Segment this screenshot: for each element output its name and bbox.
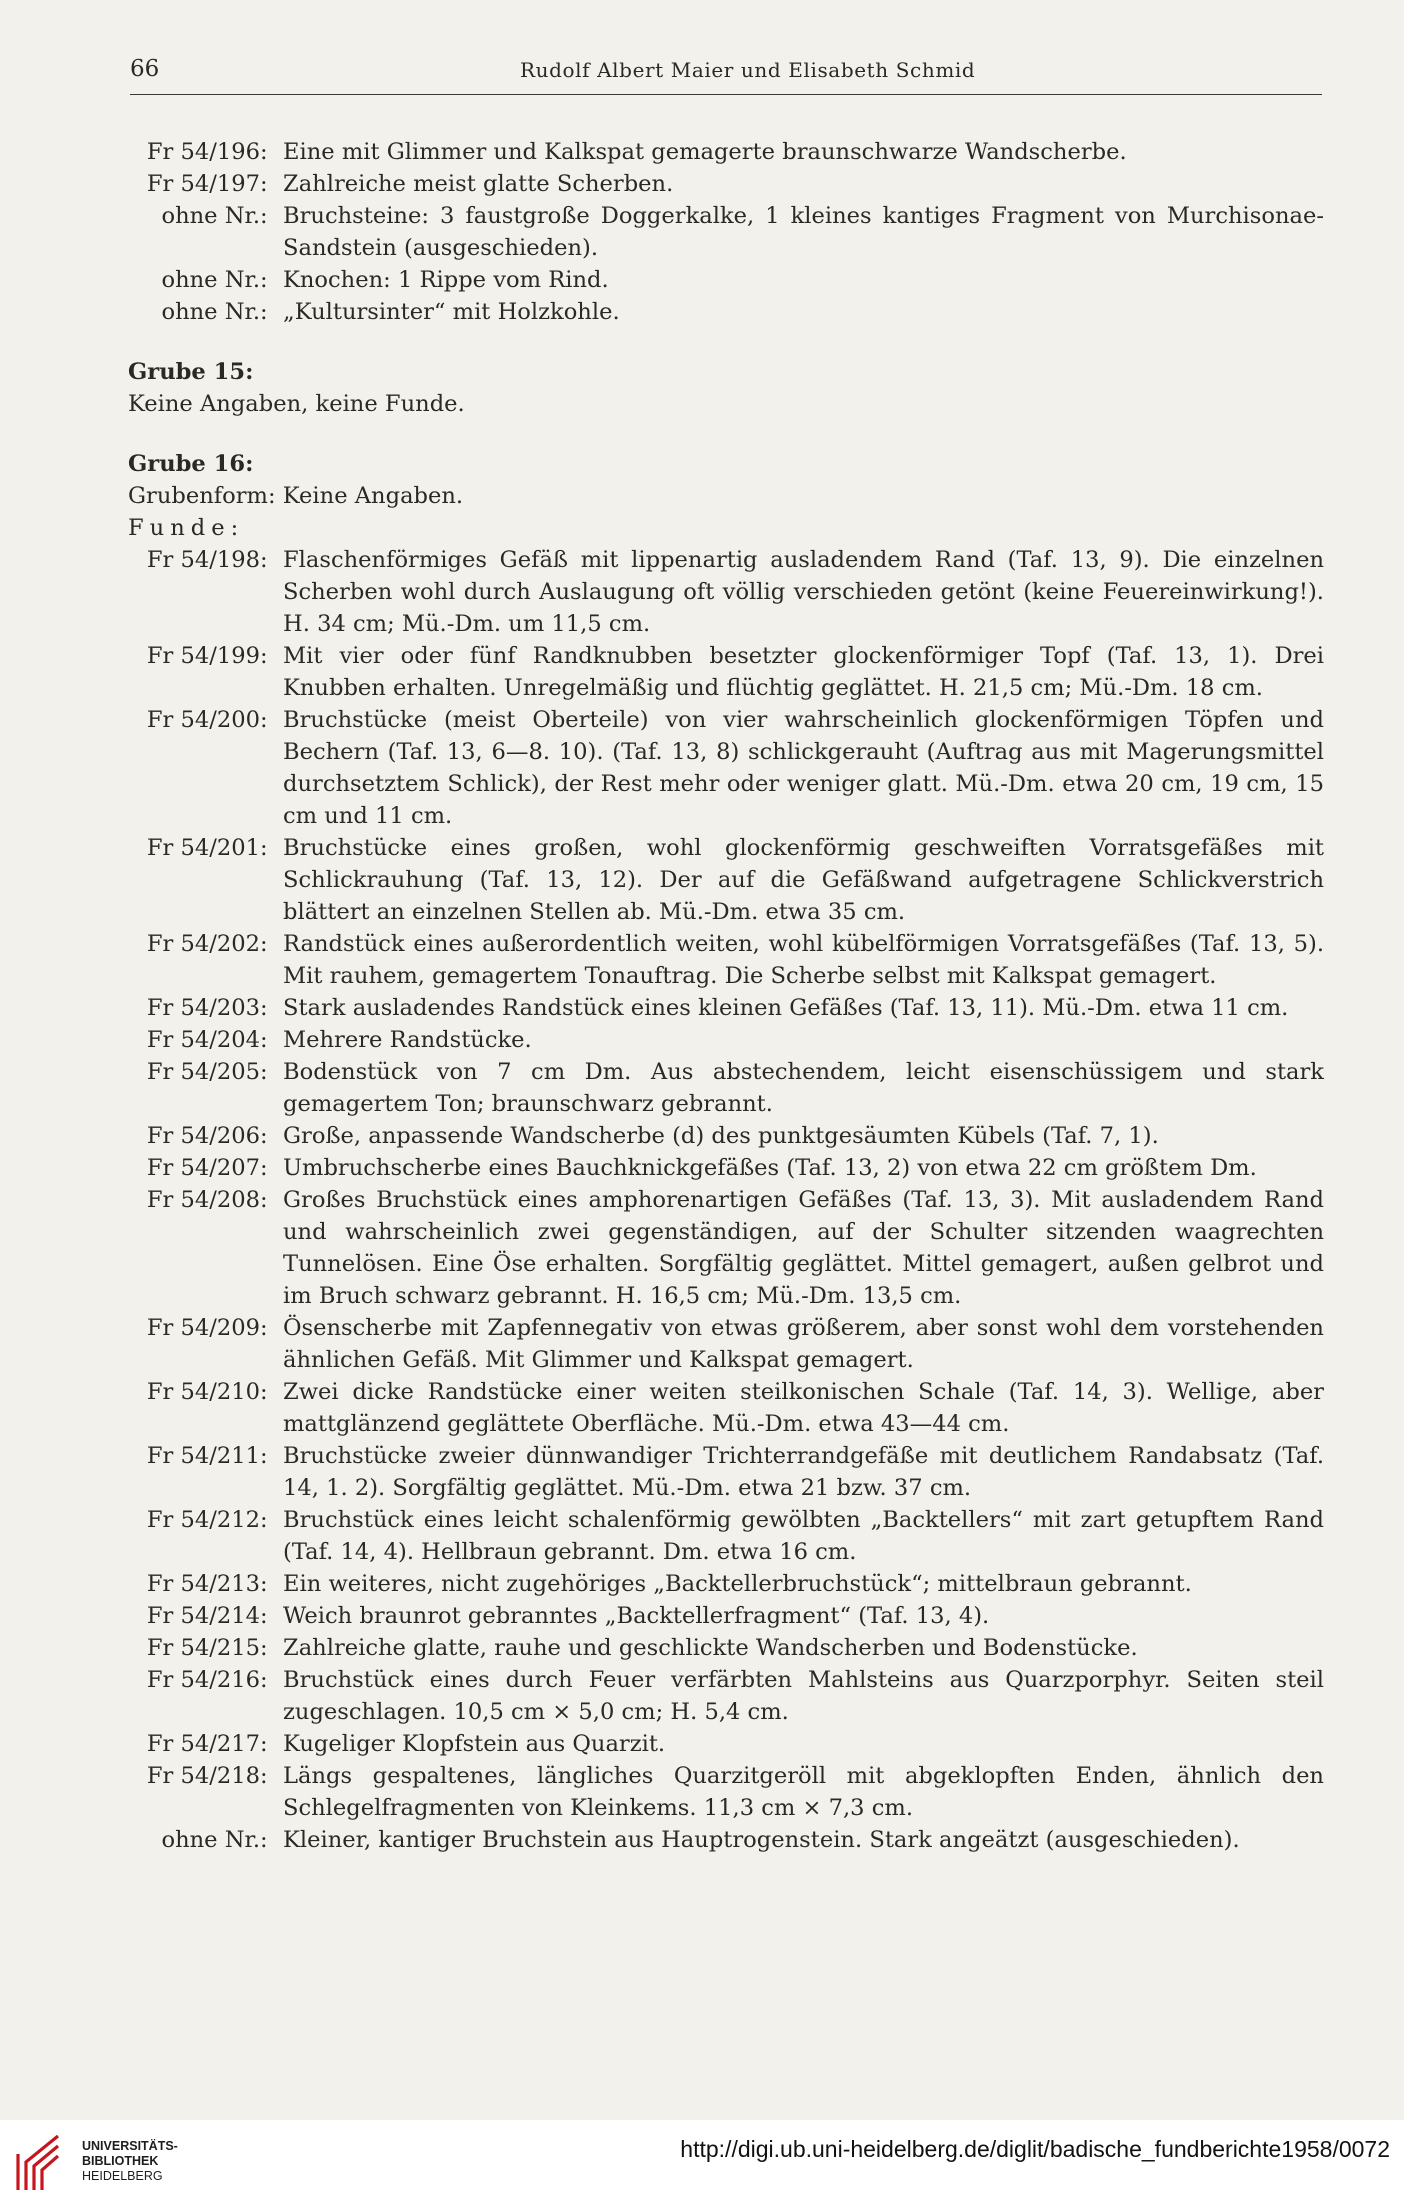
entry-row xyxy=(124,1024,1324,1056)
entry-colon: : xyxy=(260,267,268,293)
entry-text: Zahlreiche meist glatte Scherben. xyxy=(283,171,674,197)
entry-colon: : xyxy=(260,1571,268,1597)
entry-colon: : xyxy=(260,1059,268,1085)
entry-list-funde xyxy=(124,544,1324,1856)
entry-label: Fr 54/200 xyxy=(146,707,260,733)
entry-colon: : xyxy=(260,1187,268,1213)
entry-row xyxy=(124,1184,1324,1312)
entry-text: Randstück eines außerordentlich weiten, wohl kübelförmigen Vorratsgefäßes (Taf. 13, 5). Mit rauhem, gemagertem Tonauftrag. Die Scherbe selbst mit Kalkspat gemagert. xyxy=(283,931,1324,989)
entry-row xyxy=(124,168,1324,200)
running-head xyxy=(130,52,1322,92)
header-rule xyxy=(130,94,1322,95)
entry-colon: : xyxy=(260,1027,268,1053)
entry-label: ohne Nr. xyxy=(161,203,260,229)
entry-text: Kleiner, kantiger Bruchstein aus Hauptrogenstein. Stark angeätzt (ausgeschieden). xyxy=(283,1827,1240,1853)
entry-colon: : xyxy=(260,1635,268,1661)
entry-label: Fr 54/209 xyxy=(146,1315,260,1341)
entry-label: ohne Nr. xyxy=(161,267,260,293)
entry-row xyxy=(124,1600,1324,1632)
entry-row xyxy=(124,296,1324,328)
page-body xyxy=(124,136,1324,1856)
entry-text: Bodenstück von 7 cm Dm. Aus abstechendem, leicht eisenschüssigem und stark gemagertem Ton; braunschwarz gebrannt. xyxy=(283,1059,1324,1117)
entry-colon: : xyxy=(260,835,268,861)
entry-row xyxy=(124,136,1324,168)
entry-row xyxy=(124,1120,1324,1152)
entry-label: Fr 54/207 xyxy=(146,1155,260,1181)
entry-text: Bruchsteine: 3 faustgroße Doggerkalke, 1 kleines kantiges Fragment von Murchisonae-Sandstein (ausgeschieden). xyxy=(283,203,1324,261)
grube-15-text: Keine Angaben, keine Funde. xyxy=(128,391,465,417)
entry-row xyxy=(124,928,1324,992)
entry-text: Zwei dicke Randstücke einer weiten steilkonischen Schale (Taf. 14, 3). Wellige, aber mattglänzend geglättete Oberfläche. Mü.-Dm. etwa 43—44 cm. xyxy=(283,1379,1324,1437)
entry-colon: : xyxy=(260,203,268,229)
entry-label: Fr 54/212 xyxy=(146,1507,260,1533)
entry-label: Fr 54/203 xyxy=(146,995,260,1021)
entry-colon: : xyxy=(260,547,268,573)
entry-label: Fr 54/197 xyxy=(146,171,260,197)
entry-row xyxy=(124,1568,1324,1600)
entry-text: Eine mit Glimmer und Kalkspat gemagerte braunschwarze Wandscherbe. xyxy=(283,139,1127,165)
entry-row xyxy=(124,1664,1324,1728)
entry-text: Bruchstück eines durch Feuer verfärbten Mahlsteins aus Quarzporphyr. Seiten steil zugeschlagen. 10,5 cm × 5,0 cm; H. 5,4 cm. xyxy=(283,1667,1324,1725)
entry-text: Kugeliger Klopfstein aus Quarzit. xyxy=(283,1731,666,1757)
grubenform-line: Grubenform: Keine Angaben. xyxy=(128,483,464,509)
entry-text: Längs gespaltenes, längliches Quarzitgeröll mit abgeklopften Enden, ähnlich den Schlegelfragmenten von Kleinkems. 11,3 cm × 7,3 cm. xyxy=(283,1763,1324,1821)
entry-label: Fr 54/204 xyxy=(146,1027,260,1053)
page-number: 66 xyxy=(130,56,160,82)
entry-colon: : xyxy=(260,1667,268,1693)
entry-label: Fr 54/206 xyxy=(146,1123,260,1149)
entry-text: „Kultursinter“ mit Holzkohle. xyxy=(283,299,620,325)
entry-text: Knochen: 1 Rippe vom Rind. xyxy=(283,267,609,293)
entry-row xyxy=(124,1824,1324,1856)
entry-text: Große, anpassende Wandscherbe (d) des punktgesäumten Kübels (Taf. 7, 1). xyxy=(283,1123,1159,1149)
entry-row xyxy=(124,704,1324,832)
entry-label: Fr 54/217 xyxy=(146,1731,260,1757)
entry-row xyxy=(124,1376,1324,1440)
entry-text: Weich braunrot gebranntes „Backtellerfragment“ (Taf. 13, 4). xyxy=(283,1603,990,1629)
entry-label: Fr 54/214 xyxy=(146,1603,260,1629)
entry-colon: : xyxy=(260,1155,268,1181)
section-heading-grube-15: Grube 15: xyxy=(128,359,254,385)
entry-colon: : xyxy=(260,1123,268,1149)
entry-label: Fr 54/218 xyxy=(146,1763,260,1789)
entry-row xyxy=(124,1728,1324,1760)
entry-row xyxy=(124,1632,1324,1664)
entry-colon: : xyxy=(260,1827,268,1853)
entry-label: Fr 54/199 xyxy=(146,643,260,669)
entry-text: Stark ausladendes Randstück eines kleinen Gefäßes (Taf. 13, 11). Mü.-Dm. etwa 11 cm. xyxy=(283,995,1289,1021)
entry-label: Fr 54/213 xyxy=(146,1571,260,1597)
entry-colon: : xyxy=(260,931,268,957)
entry-row xyxy=(124,264,1324,296)
entry-text: Ein weiteres, nicht zugehöriges „Backtellerbruchstück“; mittelbraun gebrannt. xyxy=(283,1571,1192,1597)
entry-row xyxy=(124,1760,1324,1824)
entry-row xyxy=(124,1152,1324,1184)
entry-label: Fr 54/208 xyxy=(146,1187,260,1213)
entry-label: Fr 54/198 xyxy=(146,547,260,573)
entry-colon: : xyxy=(260,1603,268,1629)
entry-label: ohne Nr. xyxy=(161,299,260,325)
entry-label: ohne Nr. xyxy=(161,1827,260,1853)
running-title: Rudolf Albert Maier und Elisabeth Schmid xyxy=(520,58,976,82)
entry-row xyxy=(124,992,1324,1024)
entry-colon: : xyxy=(260,1763,268,1789)
entry-colon: : xyxy=(260,1731,268,1757)
section-heading-grube-16: Grube 16: xyxy=(128,451,254,477)
entry-label: Fr 54/215 xyxy=(146,1635,260,1661)
entry-text: Großes Bruchstück eines amphorenartigen Gefäßes (Taf. 13, 3). Mit ausladendem Rand und wahrscheinlich zwei gegenständigen, auf der Schulter sitzenden waagrechten Tunnelösen. Eine Öse erhalten. Sorgfältig geglättet. Mittel gemagert, außen gelbrot und im Bruch schwarz gebrannt. H. 16,5 cm; Mü.-Dm. 13,5 cm. xyxy=(283,1187,1324,1309)
library-name: UNIVERSITÄTS- BIBLIOTHEK HEIDELBERG xyxy=(82,2139,178,2183)
entry-colon: : xyxy=(260,1379,268,1405)
entry-text: Umbruchscherbe eines Bauchknickgefäßes (Taf. 13, 2) von etwa 22 cm größtem Dm. xyxy=(283,1155,1257,1181)
entry-text: Bruchstücke eines großen, wohl glockenförmig geschweiften Vorratsgefäßes mit Schlickrauhung (Taf. 13, 12). Der auf die Gefäßwand aufgetragene Schlickverstrich blättert an einzelnen Stellen ab. Mü.-Dm. etwa 35 cm. xyxy=(283,835,1324,925)
entry-text: Bruchstück eines leicht schalenförmig gewölbten „Backtellers“ mit zart getupftem Rand (Taf. 14, 4). Hellbraun gebrannt. Dm. etwa 16 cm. xyxy=(283,1507,1324,1565)
entry-text: Bruchstücke zweier dünnwandiger Trichterrandgefäße mit deutlichem Randabsatz (Taf. 14, 1. 2). Sorgfältig geglättet. Mü.-Dm. etwa 21 bzw. 37 cm. xyxy=(283,1443,1324,1501)
entry-label: Fr 54/216 xyxy=(146,1667,260,1693)
entry-colon: : xyxy=(260,995,268,1021)
entry-label: Fr 54/205 xyxy=(146,1059,260,1085)
entry-row xyxy=(124,832,1324,928)
library-logo-icon xyxy=(14,2132,60,2192)
entry-row xyxy=(124,1056,1324,1120)
entry-text: Flaschenförmiges Gefäß mit lippenartig ausladendem Rand (Taf. 13, 9). Die einzelnen Scherben wohl durch Auslaugung oft völlig verschieden getönt (keine Feuereinwirkung!). H. 34 cm; Mü.-Dm. um 11,5 cm. xyxy=(283,547,1324,637)
source-url-link[interactable]: http://digi.ub.uni-heidelberg.de/diglit/badische_fundberichte1958/0072 xyxy=(680,2136,1390,2162)
entry-colon: : xyxy=(260,171,268,197)
entry-text: Mit vier oder fünf Randknubben besetzter glockenförmiger Topf (Taf. 13, 1). Drei Knubben erhalten. Unregelmäßig und flüchtig geglättet. H. 21,5 cm; Mü.-Dm. 18 cm. xyxy=(283,643,1324,701)
entry-colon: : xyxy=(260,299,268,325)
entry-label: Fr 54/211 xyxy=(146,1443,260,1469)
entry-text: Zahlreiche glatte, rauhe und geschlickte Wandscherben und Bodenstücke. xyxy=(283,1635,1138,1661)
entry-row xyxy=(124,1504,1324,1568)
entry-list-top xyxy=(124,136,1324,328)
entry-label: Fr 54/202 xyxy=(146,931,260,957)
entry-colon: : xyxy=(260,643,268,669)
entry-row xyxy=(124,544,1324,640)
entry-row xyxy=(124,1312,1324,1376)
entry-colon: : xyxy=(260,1507,268,1533)
entry-label: Fr 54/210 xyxy=(146,1379,260,1405)
entry-row xyxy=(124,1440,1324,1504)
entry-colon: : xyxy=(260,139,268,165)
entry-text: Ösenscherbe mit Zapfennegativ von etwas größerem, aber sonst wohl dem vorstehenden ähnlichen Gefäß. Mit Glimmer und Kalkspat gemagert. xyxy=(283,1315,1324,1373)
entry-label: Fr 54/201 xyxy=(146,835,260,861)
entry-label: Fr 54/196 xyxy=(146,139,260,165)
funde-label: Funde: xyxy=(128,515,245,541)
entry-colon: : xyxy=(260,1315,268,1341)
entry-row xyxy=(124,640,1324,704)
footer-bar xyxy=(0,2120,1404,2211)
entry-colon: : xyxy=(260,707,268,733)
entry-text: Mehrere Randstücke. xyxy=(283,1027,532,1053)
entry-row xyxy=(124,200,1324,264)
entry-text: Bruchstücke (meist Oberteile) von vier wahrscheinlich glockenförmigen Töpfen und Bechern (Taf. 13, 6—8. 10). (Taf. 13, 8) schlickgerauht (Auftrag aus mit Magerungsmittel durchsetztem Schlick), der Rest mehr oder weniger glatt. Mü.-Dm. etwa 20 cm, 19 cm, 15 cm und 11 cm. xyxy=(283,707,1324,829)
entry-colon: : xyxy=(260,1443,268,1469)
